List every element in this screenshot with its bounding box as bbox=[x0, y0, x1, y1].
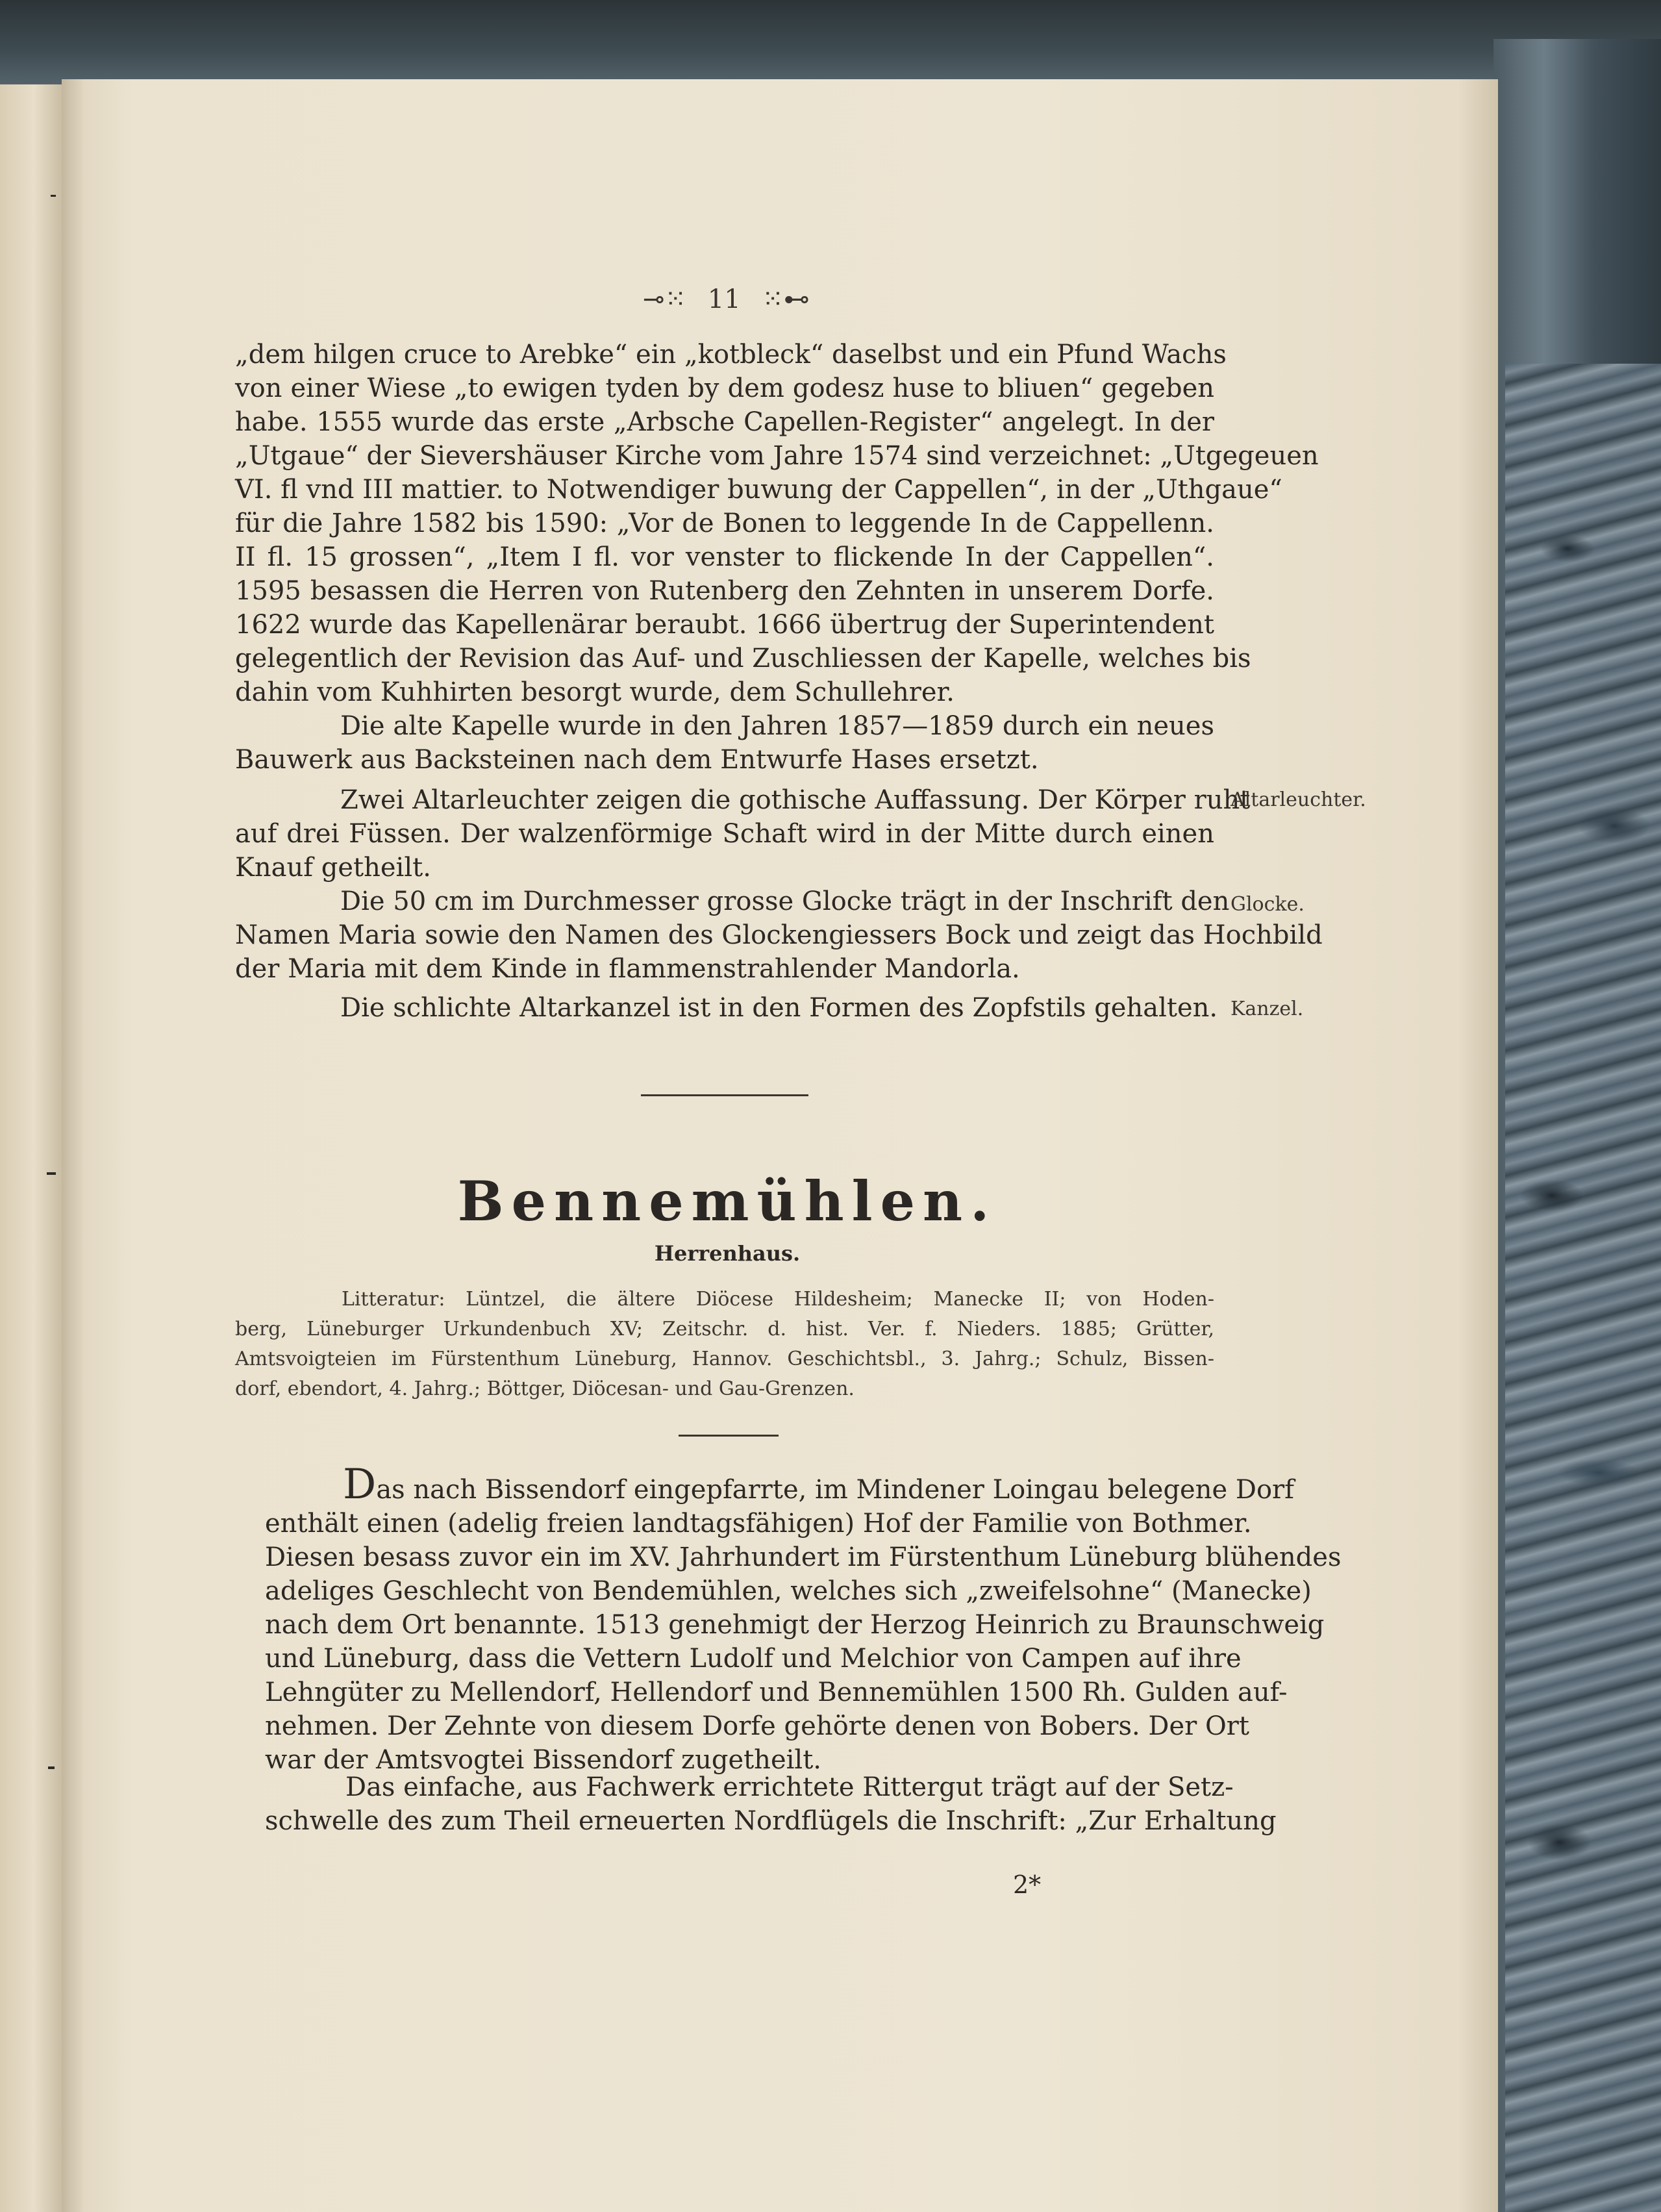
text-line: Diesen besass zuvor ein im XV. Jahrhundert im Fürstenthum Lüneburg blühendes bbox=[265, 1542, 1342, 1572]
text-line: „Utgaue“ der Sievershäuser Kirche vom Jahre 1574 sind verzeichnet: „Utgegeuen bbox=[235, 441, 1319, 471]
book-cover-edge bbox=[0, 0, 1661, 88]
signature-mark: 2* bbox=[1013, 1870, 1042, 1899]
literature-line: Litteratur: Lüntzel, die ältere Diöcese Hildesheim; Manecke II; von Hoden- bbox=[342, 1288, 1214, 1311]
text-line: Die alte Kapelle wurde in den Jahren 1857—1859 durch ein neues bbox=[340, 711, 1214, 741]
section-subtitle: Herrenhaus. bbox=[654, 1241, 801, 1266]
margin-mark bbox=[51, 195, 56, 197]
text-line: gelegentlich der Revision das Auf- und Zuschliessen der Kapelle, welches bis bbox=[235, 644, 1251, 673]
literature-references bbox=[235, 1285, 1214, 1404]
text-line: Lehngüter zu Mellendorf, Hellendorf und Bennemühlen 1500 Rh. Gulden auf- bbox=[265, 1678, 1288, 1707]
text-line: enthält einen (adelig freien landtagsfähigen) Hof der Familie von Bothmer. bbox=[265, 1509, 1252, 1539]
text-line: II fl. 15 grossen“, „Item I fl. vor venster to flickende In der Cappellen“. bbox=[235, 542, 1214, 572]
text-line: nach dem Ort benannte. 1513 genehmigt der Herzog Heinrich zu Braunschweig bbox=[265, 1610, 1325, 1640]
text-line: adeliges Geschlecht von Bendemühlen, welches sich „zweifelsohne“ (Manecke) bbox=[265, 1576, 1312, 1606]
paragraph-manor-inscription bbox=[265, 1770, 1277, 1838]
marbled-endpaper bbox=[1505, 364, 1661, 2212]
literature-line: Amtsvoigteien im Fürstenthum Lüneburg, Hannov. Geschichtsbl., 3. Jahrg.; Schulz, Bissen- bbox=[235, 1348, 1214, 1370]
page-number bbox=[643, 284, 810, 314]
text-line: schwelle des zum Theil erneuerten Nordflügels die Inschrift: „Zur Erhaltung bbox=[265, 1806, 1277, 1836]
section-title: Bennemühlen. bbox=[457, 1169, 997, 1233]
marginal-note-altarleuchter: Altarleuchter. bbox=[1230, 788, 1366, 811]
text-line: Zwei Altarleuchter zeigen die gothische Auffassung. Der Körper ruht bbox=[340, 785, 1251, 815]
text-line: „dem hilgen cruce to Arebke“ ein „kotbleck“ daselbst und ein Pfund Wachs bbox=[235, 340, 1227, 370]
text-line: von einer Wiese „to ewigen tyden by dem godesz huse to bliuen“ gegeben bbox=[235, 373, 1214, 403]
text-line: für die Jahre 1582 bis 1590: „Vor de Bonen to leggende In de Cappellenn. bbox=[235, 509, 1214, 538]
text-line: Bauwerk aus Backsteinen nach dem Entwurfe Hases ersetzt. bbox=[235, 745, 1039, 775]
page-number-ornament-right: ⁙⊷ bbox=[762, 284, 810, 314]
literature-divider bbox=[679, 1435, 779, 1437]
paragraph-chapel-history bbox=[235, 338, 1319, 709]
text-line: der Maria mit dem Kinde in flammenstrahlender Mandorla. bbox=[235, 954, 1020, 984]
paragraph-pulpit bbox=[235, 991, 1218, 1025]
text-line: Das einfache, aus Fachwerk errichtete Rittergut trägt auf der Setz- bbox=[345, 1772, 1234, 1802]
text-line: Die schlichte Altarkanzel ist in den Formen des Zopfstils gehalten. bbox=[340, 993, 1218, 1023]
text-line: Knauf getheilt. bbox=[235, 853, 431, 883]
paragraph-new-building bbox=[235, 709, 1214, 777]
literature-line: berg, Lüneburger Urkundenbuch XV; Zeitschr. d. hist. Ver. f. Nieders. 1885; Grütter, bbox=[235, 1318, 1214, 1340]
literature-line: dorf, ebendort, 4. Jahrg.; Böttger, Diöcesan- und Gau-Grenzen. bbox=[235, 1377, 855, 1400]
text-line: Die 50 cm im Durchmesser grosse Glocke trägt in der Inschrift den bbox=[340, 886, 1230, 916]
marginal-note-kanzel: Kanzel. bbox=[1230, 998, 1304, 1020]
page-number-value: 11 bbox=[707, 284, 741, 314]
text-line bbox=[265, 1461, 1294, 1509]
text-line-content: as nach Bissendorf eingepfarrte, im Mindener Loingau belegene Dorf bbox=[376, 1475, 1294, 1505]
section-divider bbox=[641, 1094, 808, 1096]
text-line: und Lüneburg, dass die Vettern Ludolf und Melchior von Campen auf ihre bbox=[265, 1644, 1242, 1674]
text-line: dahin vom Kuhhirten besorgt wurde, dem Schullehrer. bbox=[235, 677, 955, 707]
text-line: nehmen. Der Zehnte von diesem Dorfe gehörte denen von Bobers. Der Ort bbox=[265, 1711, 1249, 1741]
left-page-edge bbox=[0, 84, 62, 2212]
paragraph-bell bbox=[235, 885, 1323, 986]
page-number-ornament-left: ⊸⁙ bbox=[643, 284, 687, 314]
text-line: 1622 wurde das Kapellenärar beraubt. 1666 übertrug der Superintendent bbox=[235, 610, 1214, 640]
paragraph-altar-candlesticks bbox=[235, 783, 1251, 885]
text-line: 1595 besassen die Herren von Rutenberg den Zehnten in unserem Dorfe. bbox=[235, 576, 1214, 606]
marginal-note-glocke: Glocke. bbox=[1230, 893, 1305, 916]
drop-cap: D bbox=[343, 1461, 377, 1509]
text-line: habe. 1555 wurde das erste „Arbsche Capellen-Register“ angelegt. In der bbox=[235, 407, 1214, 437]
text-line: VI. fl vnd III mattier. to Notwendiger buwung der Cappellen“, in der „Uthgaue“ bbox=[235, 475, 1282, 505]
text-line: auf drei Füssen. Der walzenförmige Schaft wird in der Mitte durch einen bbox=[235, 819, 1214, 849]
text-line: war der Amtsvogtei Bissendorf zugetheilt. bbox=[265, 1745, 821, 1775]
paragraph-bennemuehlen-history bbox=[265, 1461, 1342, 1777]
margin-mark bbox=[48, 1766, 55, 1769]
text-line: Namen Maria sowie den Namen des Glockengiessers Bock und zeigt das Hochbild bbox=[235, 920, 1323, 950]
